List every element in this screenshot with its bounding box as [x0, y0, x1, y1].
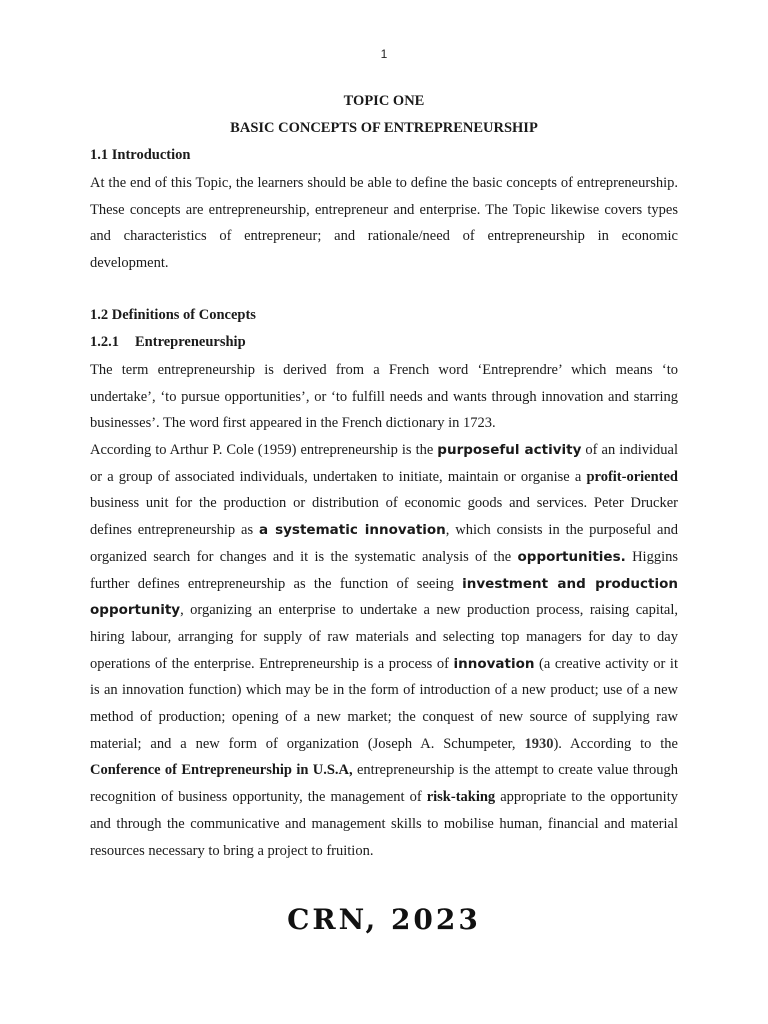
topic-title: TOPIC ONE — [343, 93, 425, 109]
definitions-heading: 1.2 Definitions of Concepts — [90, 307, 256, 323]
text-run: appropriate to the opportunity and through the communicative and management skills to mobilise human, financial and material resources necessary to bring a project to fruition. — [90, 789, 678, 859]
entrepreneurship-heading — [90, 334, 246, 351]
intro-paragraph: At the end of this Topic, the learners should be able to define the basic concepts of entrepreneurship. These concepts are entrepreneurship, entrepreneur and enterprise. The Topic likewise covers types and characteristics of entrepreneur; and rationale/need of entrepreneurship in economic development. — [90, 175, 678, 272]
bold-term-risk-taking: risk-taking — [426, 789, 496, 806]
page-number: 1 — [380, 47, 388, 61]
bold-term-innovation: innovation — [453, 655, 535, 672]
subject-title: BASIC CONCEPTS OF ENTREPRENEURSHIP — [230, 120, 538, 136]
text-run: ). According to the — [553, 735, 678, 752]
text-run: , which consists in the purposeful and organized search for changes and it is the systematic analysis of the — [90, 522, 678, 565]
text-run: entrepreneurship is the attempt to create value through recognition of business opportunity, the management of — [90, 762, 679, 806]
text-run: , organizing an enterprise to undertake a new production process, raising capital, hiring labour, arranging for supply of raw materials and selecting top managers for day to day operations of the enterprise. Entrepreneurship is a process of — [90, 602, 678, 672]
bold-term-conference: Conference of Entrepreneurship in U.S.A, — [90, 762, 353, 779]
year-1930: 1930 — [524, 735, 554, 752]
entrepreneurship-paragraph: The term entrepreneurship is derived from a French word ‘Entreprendre’ which means ‘to undertake’, ‘to pursue opportunities’, or ‘to fulfill needs and wants through innovation and starring businesses’. The word first appeared in the French dictionary in 1723. — [90, 362, 678, 432]
bold-term-opportunities: opportunities. — [517, 548, 626, 565]
section-title: Entrepreneurship — [135, 334, 246, 350]
bold-term-profit-oriented: profit-oriented — [586, 468, 678, 485]
text-run: Higgins further defines entrepreneurship as the function of seeing — [90, 548, 678, 592]
text-run: (a creative activity or it is an innovation function) which may be in the form of introduction of a new product; use of a new method of production; opening of a new market; the conquest of new source of supplying raw material; and a new form of organization (Joseph A. Schumpeter, — [90, 655, 678, 752]
bold-term-purposeful-activity: purposeful activity — [437, 442, 582, 458]
definitions-paragraph — [90, 437, 678, 864]
footer-watermark: CRN, 2023 — [287, 903, 481, 936]
bold-term-systematic-innovation: a systematic innovation — [259, 522, 446, 539]
bold-term-investment-opportunity: investment and production opportunity — [90, 575, 678, 619]
section-number: 1.2.1 — [90, 334, 119, 350]
text-run: According to Arthur P. Cole (1959) entrepreneurship is the — [90, 442, 438, 458]
intro-heading: 1.1 Introduction — [90, 147, 191, 163]
text-run: of an individual or a group of associated individuals, undertaken to initiate, maintain or organise a — [90, 442, 678, 485]
text-run: business unit for the production or distribution of economic goods and services. Peter Drucker defines entrepreneurship as — [90, 495, 678, 539]
